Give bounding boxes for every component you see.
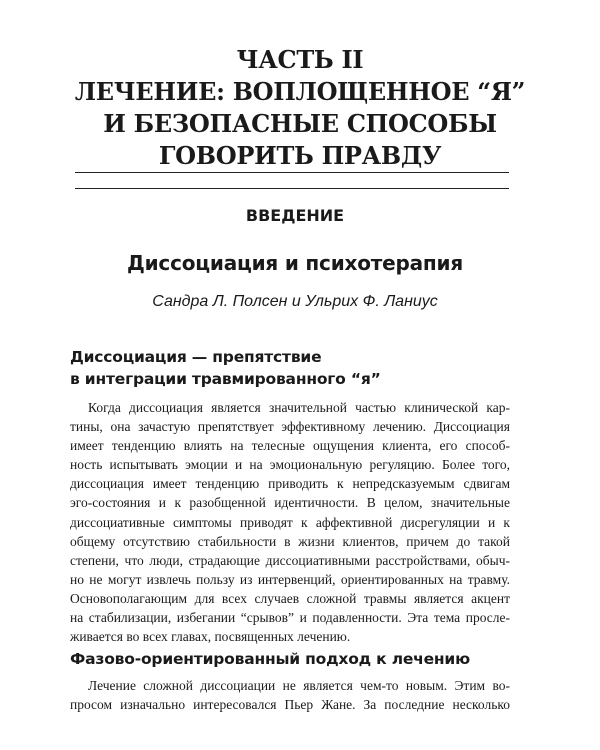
paragraph-line: степени, что люди, страдающие диссоциативными расстройствами, обыч- (70, 552, 510, 568)
part-title-line: ЧАСТЬ II (236, 45, 364, 74)
part-title (60, 44, 540, 172)
divider-rule (75, 188, 509, 189)
part-title-line: ГОВОРИТЬ ПРАВДУ (158, 141, 442, 170)
section-heading-line: Диссоциация — препятствие (70, 348, 322, 366)
paragraph-line: тины, она зачастую препятствует эффективному лечению. Диссоциация (70, 419, 510, 435)
paragraph-line: Когда диссоциация является значительной частью клинической кар- (88, 400, 510, 415)
section-heading-phase-oriented: Фазово-ориентированный подход к лечению (70, 650, 470, 668)
paragraph-line: общему отсутствию стабильности в жизни клиентов, причем до такой (70, 533, 510, 549)
paragraph-line: имеет тенденцию влиять на телесные ощущения клиента, его способ- (70, 438, 510, 454)
paragraph-line: Лечение сложной диссоциации не является чем-то новым. Этим во- (88, 678, 510, 693)
paragraph-line: живается во всех главах, посвященных лечению. (70, 629, 351, 645)
paragraph-line: эго-состояния и к разобщенной идентичности. В целом, значительные (70, 495, 510, 511)
divider-rule (75, 172, 509, 173)
paragraph-line: просом изначально интересовался Пьер Жане. За последние несколько (70, 697, 510, 713)
paragraph-line: диссоциация имеет тенденцию приводить к непредсказуемым сдвигам (70, 476, 510, 492)
section-heading-dissociation (70, 346, 530, 390)
paragraph-dissociation (70, 398, 510, 646)
paragraph-line: но не могут извлечь пользу из интервенций, ориентированных на травму. (70, 571, 510, 587)
part-title-line: ЛЕЧЕНИЕ: ВОПЛОЩЕННОЕ “Я” (74, 77, 526, 106)
paragraph-line: на стабилизации, избегании “срывов” и подавленности. Эта тема просле- (70, 610, 510, 626)
chapter-title: Диссоциация и психотерапия (126, 251, 463, 275)
introduction-label: ВВЕДЕНИЕ (245, 206, 345, 225)
paragraph-line: ность испытывать эмоции и на эмоциональную регуляцию. Более того, (70, 457, 510, 473)
paragraph-line: Основополагающим для всех случаев сложной травмы является акцент (70, 590, 510, 606)
section-heading-line: в интеграции травмированного “я” (70, 370, 381, 388)
chapter-authors: Сандра Л. Полсен и Ульрих Ф. Ланиус (152, 293, 438, 310)
paragraph-line: диссоциативные симптомы приводят к аффективной дисрегуляции и к (70, 514, 510, 530)
paragraph-phase-oriented (70, 676, 510, 714)
part-title-line: И БЕЗОПАСНЫЕ СПОСОБЫ (103, 109, 497, 138)
